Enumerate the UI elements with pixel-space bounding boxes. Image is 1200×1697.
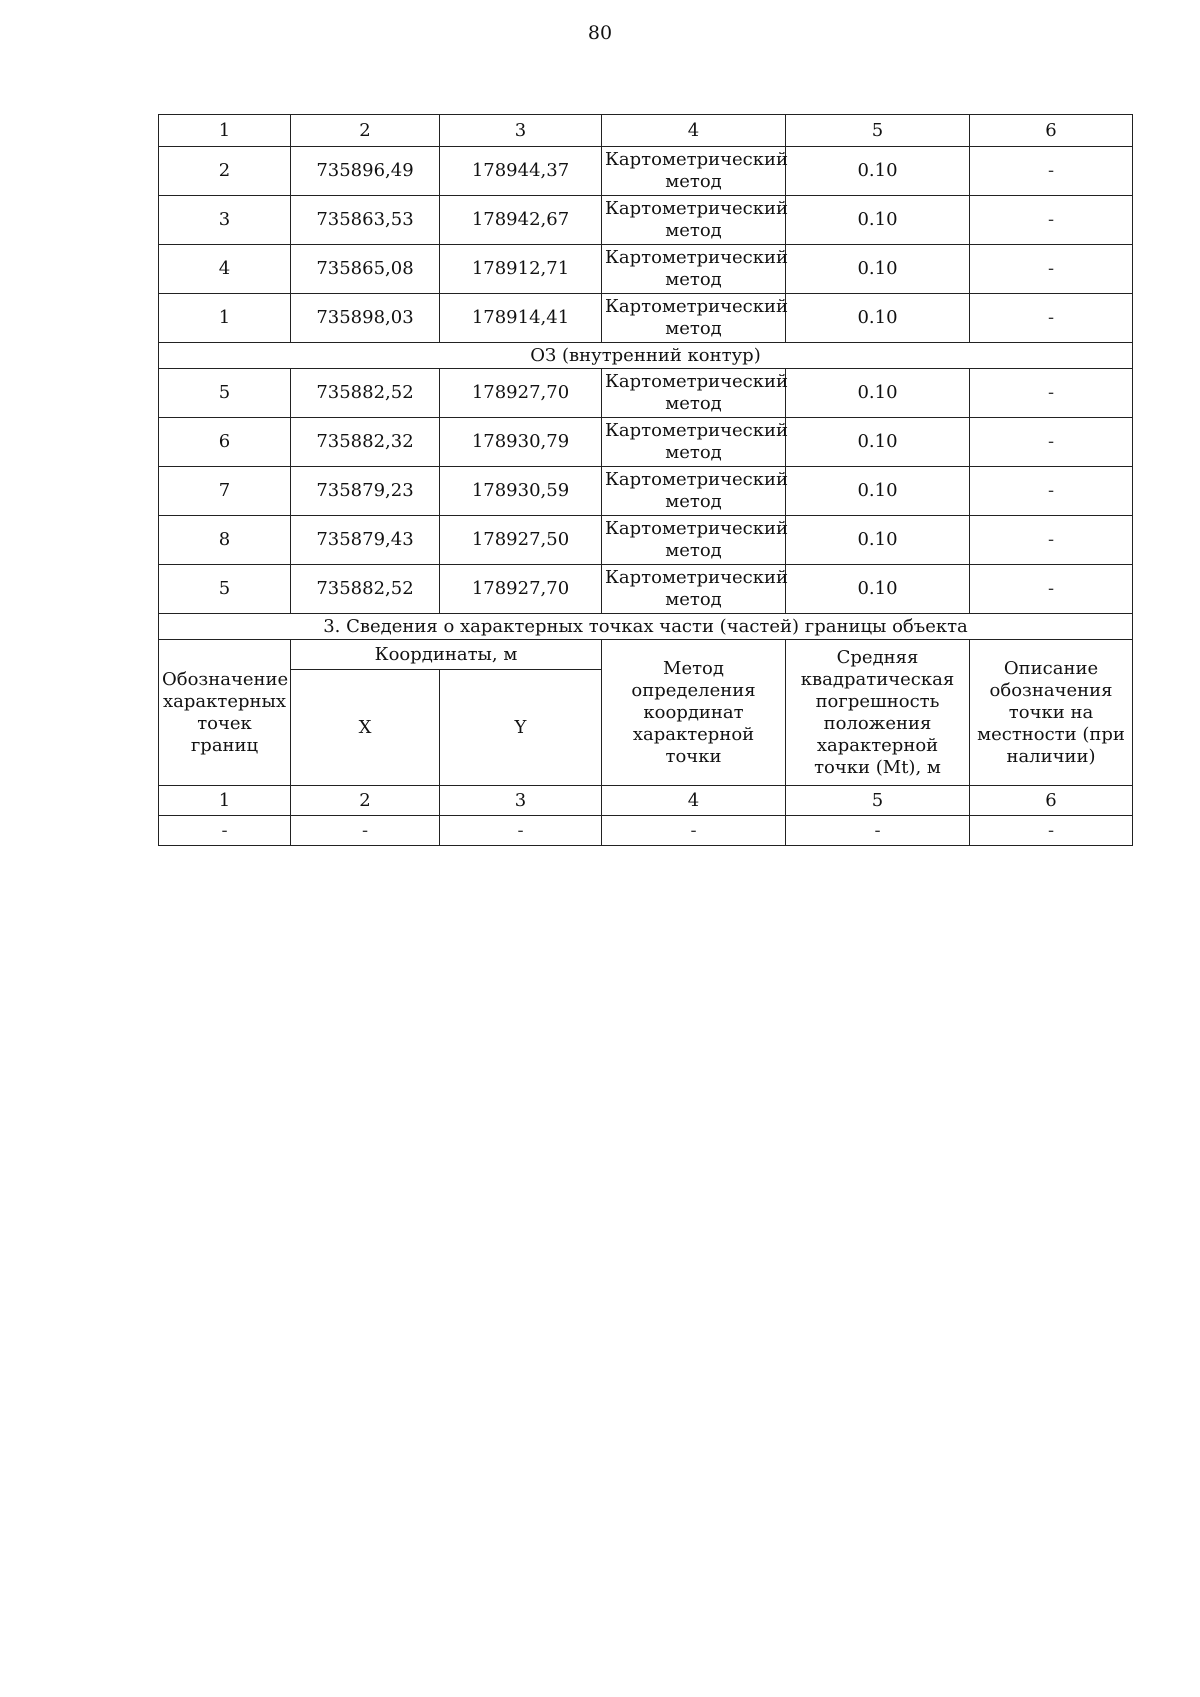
table-row: [159, 147, 1133, 196]
method: Картометрический метод: [602, 245, 786, 294]
mt-value: 0.10: [786, 516, 970, 565]
description: -: [970, 418, 1133, 467]
mt-value: 0.10: [786, 147, 970, 196]
coord-y: 178927,70: [440, 565, 602, 614]
description: -: [970, 245, 1133, 294]
method: Картометрический метод: [602, 467, 786, 516]
coord-x: 735882,52: [291, 369, 440, 418]
mt-value: 0.10: [786, 565, 970, 614]
column-number: 1: [159, 786, 291, 816]
coord-x: 735863,53: [291, 196, 440, 245]
coord-x: 735898,03: [291, 294, 440, 343]
column-number: 6: [970, 115, 1133, 147]
point-id: 5: [159, 369, 291, 418]
method: Картометрический метод: [602, 147, 786, 196]
column-number: 3: [440, 786, 602, 816]
point-id: 5: [159, 565, 291, 614]
method: Картометрический метод: [602, 294, 786, 343]
coord-y: 178930,79: [440, 418, 602, 467]
method: Картометрический метод: [602, 516, 786, 565]
empty-cell: -: [291, 816, 440, 846]
point-id: 3: [159, 196, 291, 245]
coord-x: 735865,08: [291, 245, 440, 294]
header-description: Описание обозначения точки на местности (при наличии): [970, 640, 1133, 786]
mt-value: 0.10: [786, 294, 970, 343]
coordinates-table: [158, 114, 1133, 846]
coord-y: 178930,59: [440, 467, 602, 516]
description: -: [970, 467, 1133, 516]
column-number: 4: [602, 786, 786, 816]
coord-y: 178914,41: [440, 294, 602, 343]
empty-row: [159, 816, 1133, 846]
table-row: [159, 369, 1133, 418]
coord-x: 735879,43: [291, 516, 440, 565]
method: Картометрический метод: [602, 418, 786, 467]
point-id: 7: [159, 467, 291, 516]
description: -: [970, 565, 1133, 614]
description: -: [970, 294, 1133, 343]
section-row: [159, 614, 1133, 640]
header-y: Y: [440, 670, 602, 786]
coord-x: 735882,52: [291, 565, 440, 614]
empty-cell: -: [159, 816, 291, 846]
mt-value: 0.10: [786, 418, 970, 467]
coord-y: 178927,70: [440, 369, 602, 418]
table-row: [159, 196, 1133, 245]
empty-cell: -: [602, 816, 786, 846]
point-id: 1: [159, 294, 291, 343]
description: -: [970, 369, 1133, 418]
description: -: [970, 516, 1133, 565]
description: -: [970, 147, 1133, 196]
coord-y: 178912,71: [440, 245, 602, 294]
table-row: [159, 245, 1133, 294]
column-number-row: [159, 786, 1133, 816]
header-point: Обозначение характерных точек границ: [159, 640, 291, 786]
header-x: X: [291, 670, 440, 786]
column-number: 2: [291, 115, 440, 147]
column-number: 5: [786, 115, 970, 147]
column-number: 4: [602, 115, 786, 147]
coord-x: 735879,23: [291, 467, 440, 516]
mt-value: 0.10: [786, 369, 970, 418]
mt-value: 0.10: [786, 245, 970, 294]
coord-y: 178927,50: [440, 516, 602, 565]
empty-cell: -: [440, 816, 602, 846]
table-row: [159, 516, 1133, 565]
column-number: 6: [970, 786, 1133, 816]
coord-y: 178944,37: [440, 147, 602, 196]
point-id: 2: [159, 147, 291, 196]
inner-contour-title: ОЗ (внутренний контур): [159, 343, 1133, 369]
table-row: [159, 294, 1133, 343]
point-id: 4: [159, 245, 291, 294]
header-mt: Средняя квадратическая погрешность положения характерной точки (Mt), м: [786, 640, 970, 786]
coord-x: 735896,49: [291, 147, 440, 196]
mt-value: 0.10: [786, 467, 970, 516]
table-row: [159, 418, 1133, 467]
table-row: [159, 565, 1133, 614]
coord-x: 735882,32: [291, 418, 440, 467]
table-row: [159, 467, 1133, 516]
coord-y: 178942,67: [440, 196, 602, 245]
column-number-row: [159, 115, 1133, 147]
method: Картометрический метод: [602, 565, 786, 614]
point-id: 6: [159, 418, 291, 467]
mt-value: 0.10: [786, 196, 970, 245]
empty-cell: -: [970, 816, 1133, 846]
section3-header-row: [159, 640, 1133, 670]
point-id: 8: [159, 516, 291, 565]
section-row: [159, 343, 1133, 369]
section3-title: 3. Сведения о характерных точках части (частей) границы объекта: [159, 614, 1133, 640]
header-method: Метод определения координат характерной точки: [602, 640, 786, 786]
method: Картометрический метод: [602, 369, 786, 418]
column-number: 3: [440, 115, 602, 147]
description: -: [970, 196, 1133, 245]
empty-cell: -: [786, 816, 970, 846]
column-number: 2: [291, 786, 440, 816]
column-number: 1: [159, 115, 291, 147]
header-coords: Координаты, м: [291, 640, 602, 670]
column-number: 5: [786, 786, 970, 816]
method: Картометрический метод: [602, 196, 786, 245]
page-number: 80: [587, 22, 613, 44]
